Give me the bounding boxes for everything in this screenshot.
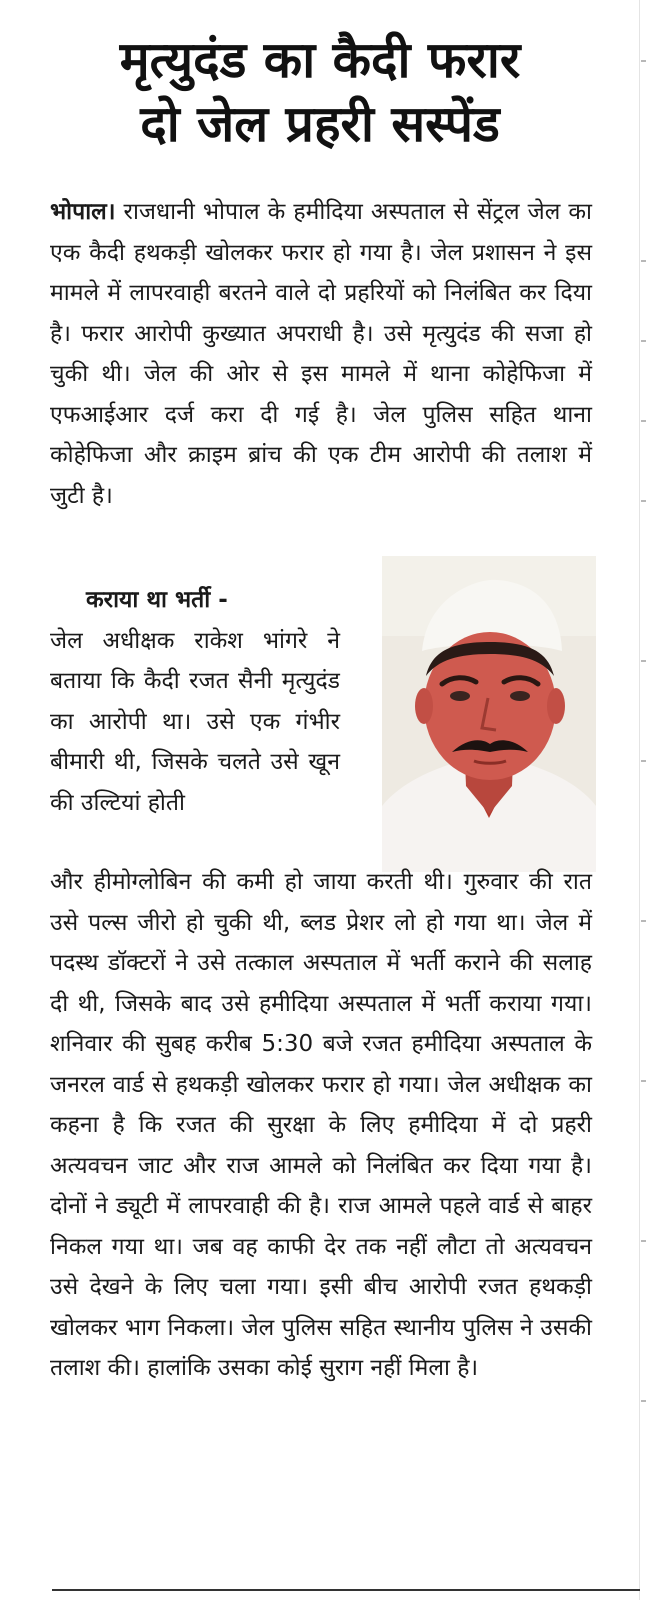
- edge-tick: [641, 660, 646, 662]
- intro-text: राजधानी भोपाल के हमीदिया अस्पताल से सेंट्रल जेल का एक कैदी हथकड़ी खोलकर फरार हो गया है। जेल प्रशासन ने इस मामले में लापरवाही बरतने वाले दो प्रहरियों को निलंबित कर दिया है। फरार आरोपी कुख्यात अपराधी है। उसे मृत्युदंड की सजा हो चुकी थी। जेल की ओर से इस मामले में थाना कोहेफिजा में एफआईआर दर्ज करा दी गई है। जेल पुलिस सहित थाना कोहेफिजा और क्राइम ब्रांच की एक टीम आरोपी की तलाश में जुटी है।: [50, 199, 592, 509]
- page-edge: [639, 0, 647, 1600]
- edge-tick: [641, 500, 646, 502]
- article-continued-paragraph: और हीमोग्लोबिन की कमी हो जाया करती थी। गुरुवार की रात उसे पल्स जीरो हो चुकी थी, ब्लड प्रेशर लो हो गया था। जेल में पदस्थ डॉक्टरों ने उसे तत्काल अस्पताल में भर्ती कराने की सलाह दी थी, जिसके बाद उसे हमीदिया अस्पताल में भर्ती कराया गया। शनिवार की सुबह करीब 5:30 बजे रजत हमीदिया अस्पताल के जनरल वार्ड से हथकड़ी खोलकर फरार हो गया। जेल अधीक्षक का कहना है कि रजत की सुरक्षा के लिए हमीदिया में दो प्रहरी अत्यवचन जाट और राज आमले को निलंबित कर दिया गया है। दोनों ने ड्यूटी में लापरवाही की है। राज आमले पहले वार्ड से बाहर निकल गया था। जब वह काफी देर तक नहीं लौटा तो अत्यवचन उसे देखने के लिए चला गया। इसी बीच आरोपी रजत हथकड़ी खोलकर भाग निकला। जेल पुलिस सहित स्थानीय पुलिस ने उसकी तलाश की। हालांकि उसका कोई सुराग नहीं मिला है।: [50, 869, 592, 1381]
- bottom-rule: [52, 1589, 640, 1591]
- subheading: कराया था भर्ती -: [86, 587, 228, 613]
- edge-tick: [641, 1400, 646, 1402]
- headline-line-1: मृत्युदंड का कैदी फरार: [119, 31, 521, 89]
- article-intro-paragraph: [50, 192, 592, 516]
- edge-tick: [641, 920, 646, 922]
- headline-line-2: दो जेल प्रहरी सस्पेंड: [140, 95, 500, 153]
- portrait-illustration: [382, 556, 596, 872]
- edge-tick: [641, 1240, 646, 1242]
- prisoner-photo: [382, 556, 596, 872]
- dateline: भोपाल।: [50, 199, 116, 225]
- edge-tick: [641, 420, 646, 422]
- edge-tick: [641, 1080, 646, 1082]
- side-paragraph: जेल अधीक्षक राकेश भांगरे ने बताया कि कैदी रजत सैनी मृत्युदंड का आरोपी था। उसे एक गंभीर बीमारी थी, जिसके चलते उसे खून की उल्टियां होती: [50, 627, 340, 816]
- edge-tick: [641, 60, 646, 62]
- edge-tick: [641, 760, 646, 762]
- side-column-text: [50, 580, 340, 823]
- edge-tick: [641, 260, 646, 262]
- edge-tick: [641, 340, 646, 342]
